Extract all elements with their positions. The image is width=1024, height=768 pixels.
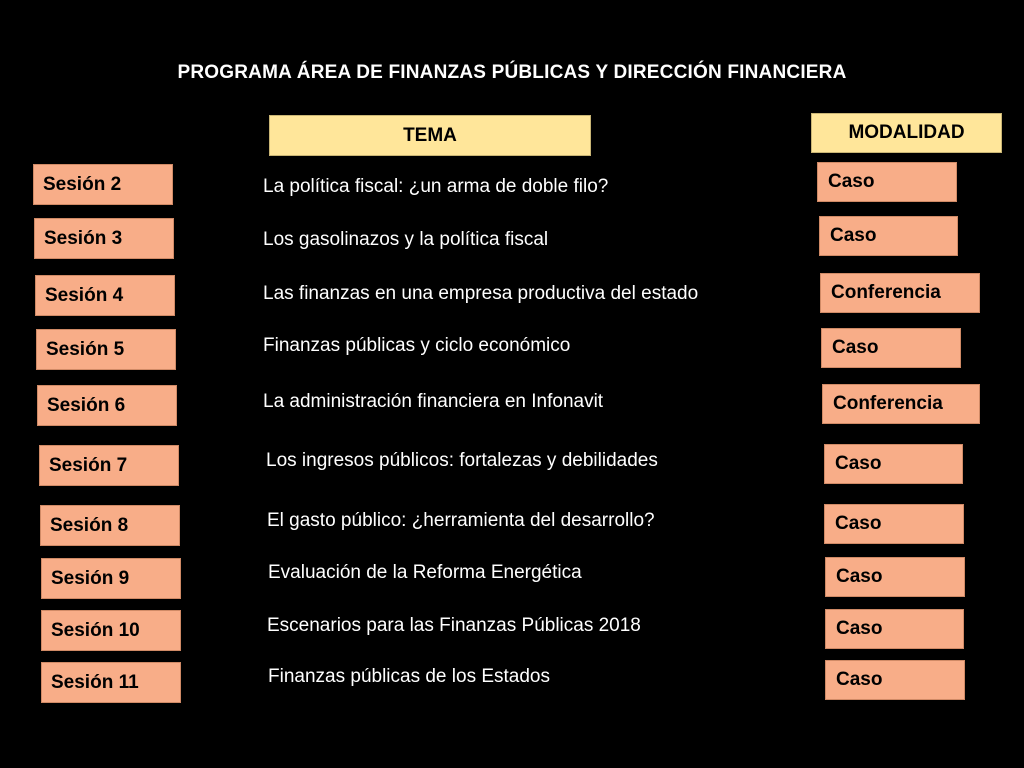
topic-text: Finanzas públicas y ciclo económico <box>263 335 571 356</box>
topic-text: La administración financiera en Infonavit <box>263 391 604 412</box>
page-title: PROGRAMA ÁREA DE FINANZAS PÚBLICAS Y DIRECCIÓN FINANCIERA <box>177 62 847 83</box>
topic-text: Las finanzas en una empresa productiva del estado <box>263 283 699 304</box>
modality-label: Caso <box>819 216 958 256</box>
session-label: Sesión 5 <box>36 329 176 370</box>
session-label: Sesión 8 <box>40 505 180 546</box>
modality-label: Caso <box>817 162 957 202</box>
modality-label: Caso <box>825 609 964 649</box>
session-label: Sesión 9 <box>41 558 181 599</box>
modality-label: Caso <box>821 328 961 368</box>
session-label: Sesión 6 <box>37 385 177 426</box>
topic-text: El gasto público: ¿herramienta del desarrollo? <box>267 510 655 531</box>
session-label: Sesión 2 <box>33 164 173 205</box>
modality-label: Caso <box>825 557 965 597</box>
topic-text: Evaluación de la Reforma Energética <box>268 562 582 583</box>
topic-text: Escenarios para las Finanzas Públicas 2018 <box>267 615 641 636</box>
modality-label: Caso <box>824 444 963 484</box>
topic-text: Los gasolinazos y la política fiscal <box>263 229 549 250</box>
topic-text: La política fiscal: ¿un arma de doble filo? <box>263 176 609 197</box>
session-label: Sesión 10 <box>41 610 181 651</box>
tema-header: TEMA <box>269 115 591 156</box>
session-label: Sesión 11 <box>41 662 181 703</box>
modality-label: Conferencia <box>822 384 980 424</box>
modality-label: Caso <box>825 660 965 700</box>
modality-label: Caso <box>824 504 964 544</box>
session-label: Sesión 4 <box>35 275 175 316</box>
topic-text: Los ingresos públicos: fortalezas y debilidades <box>266 450 658 471</box>
session-label: Sesión 7 <box>39 445 179 486</box>
modalidad-header: MODALIDAD <box>811 113 1002 153</box>
session-label: Sesión 3 <box>34 218 174 259</box>
modality-label: Conferencia <box>820 273 980 313</box>
topic-text: Finanzas públicas de los Estados <box>268 666 550 687</box>
